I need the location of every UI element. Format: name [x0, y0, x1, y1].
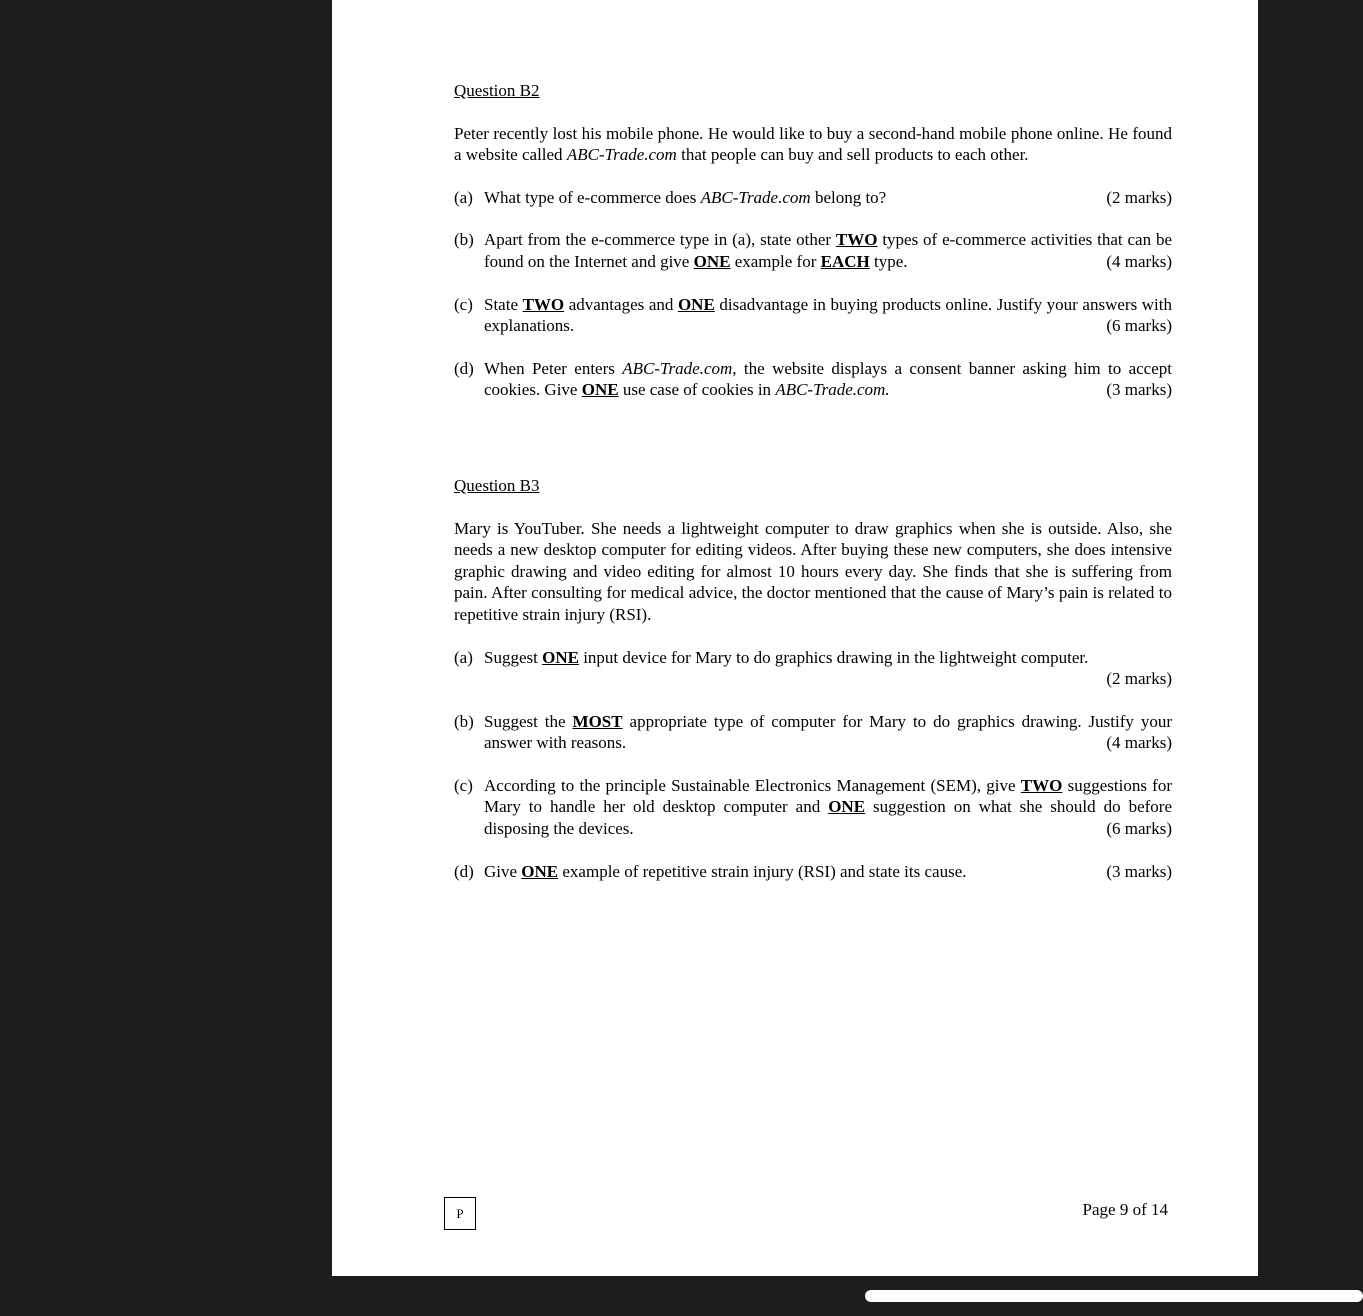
emphasis: TWO [1020, 775, 1063, 795]
part-label: (d) [454, 358, 474, 378]
document-page [332, 0, 1258, 1276]
text: types of e-commerce activities that can be found on the Internet and give [484, 230, 1172, 271]
text: Suggest [484, 647, 543, 667]
part-text [484, 711, 1172, 754]
emphasis: ONE [693, 251, 731, 271]
text: Suggest the [484, 711, 573, 731]
question-b2-intro [454, 123, 1172, 166]
text: What type of e-commerce does [484, 187, 701, 207]
question-b3-part-a [454, 647, 1172, 690]
text: When Peter enters [484, 358, 623, 378]
text: advantages and [564, 294, 678, 314]
site-name: ABC-Trade.com [622, 358, 733, 378]
part-label: (d) [454, 861, 474, 881]
question-b2-part-d [454, 358, 1172, 401]
page-marker-box: P [444, 1197, 476, 1230]
part-label: (b) [454, 711, 474, 731]
text: example for [730, 251, 821, 271]
text: Apart from the e-commerce type in (a), state other [484, 230, 836, 250]
part-text [484, 187, 1172, 209]
horizontal-scrollbar[interactable] [865, 1290, 1363, 1302]
marks: (4 marks) [1106, 733, 1172, 753]
question-b3-part-d [454, 861, 1172, 883]
text: appropriate type of computer for Mary to do graphics drawing. Justify your answer with reasons. [484, 711, 1173, 753]
page-number: Page 9 of 14 [1082, 1200, 1168, 1219]
text: disadvantage in buying products online. Justify your answers with explanations. [484, 294, 1172, 336]
emphasis: TWO [835, 230, 878, 250]
question-b2-title: Question B2 [454, 81, 540, 100]
part-label: (b) [454, 230, 474, 250]
text: , the website displays a consent banner asking him to accept cookies. Give [484, 358, 1172, 400]
emphasis: ONE [521, 861, 559, 881]
question-b3-intro: Mary is YouTuber. She needs a lightweight computer to draw graphics when she is outside. Also, she needs a new desktop computer for editing videos. After buying these new computers, she does intensive graphic drawing and video editing for almost 10 hours every day. She finds that she is suffering from pain. After consulting for medical advice, the doctor mentioned that the cause of Mary’s pain is related to repetitive strain injury (RSI). [454, 518, 1172, 624]
marks: (3 marks) [1106, 861, 1172, 881]
emphasis: EACH [820, 251, 870, 271]
part-text [484, 861, 1172, 883]
marks: (3 marks) [1106, 380, 1172, 400]
part-label: (c) [454, 775, 473, 795]
marks: (4 marks) [1106, 251, 1172, 271]
question-b2-part-c [454, 294, 1172, 337]
text: example of repetitive strain injury (RSI) and state its cause. [558, 861, 967, 881]
part-label: (c) [454, 294, 473, 314]
section-spacer [454, 422, 1172, 475]
emphasis: TWO [522, 294, 565, 314]
text: State [484, 294, 523, 314]
question-b2-part-b [454, 229, 1172, 272]
text: suggestions for Mary to handle her old desktop computer and [484, 775, 1172, 817]
text: use case of cookies in [618, 380, 776, 400]
part-text [484, 229, 1172, 272]
site-name: ABC-Trade.com. [775, 380, 890, 400]
emphasis: ONE [828, 797, 866, 817]
marks: (6 marks) [1106, 316, 1172, 336]
marks: (2 marks) [1106, 187, 1172, 207]
part-label: (a) [454, 187, 473, 207]
question-b2-part-a [454, 187, 1172, 209]
text: input device for Mary to do graphics drawing in the lightweight computer. [578, 647, 1089, 667]
marks: (2 marks) [1106, 669, 1172, 689]
emphasis: ONE [581, 380, 619, 400]
emphasis: ONE [677, 294, 715, 314]
part-text [484, 775, 1172, 840]
text: Give [484, 861, 522, 881]
intro-text: that people can buy and sell products to each other. [676, 145, 1029, 165]
site-name: ABC-Trade.com [566, 145, 677, 165]
emphasis: ONE [542, 647, 579, 667]
site-name: ABC-Trade.com [700, 187, 811, 207]
question-b3-part-b [454, 711, 1172, 754]
question-b3-title: Question B3 [454, 475, 540, 495]
marks: (6 marks) [1106, 819, 1172, 839]
question-b3-part-c [454, 775, 1172, 840]
page-content [454, 80, 1172, 903]
part-text [484, 647, 1172, 690]
text: belong to? [810, 187, 887, 207]
intro-text: Peter recently lost his mobile phone. He would like to buy a second-hand mobile phone online. He found a website called [454, 123, 1172, 165]
part-label: (a) [454, 647, 473, 667]
text: According to the principle Sustainable Electronics Management (SEM), give [484, 775, 1021, 795]
emphasis: MOST [572, 711, 623, 731]
text: suggestion on what she should do before disposing the devices. [484, 797, 1173, 839]
part-text [484, 294, 1172, 337]
text: type. [869, 251, 908, 271]
part-text [484, 358, 1172, 401]
